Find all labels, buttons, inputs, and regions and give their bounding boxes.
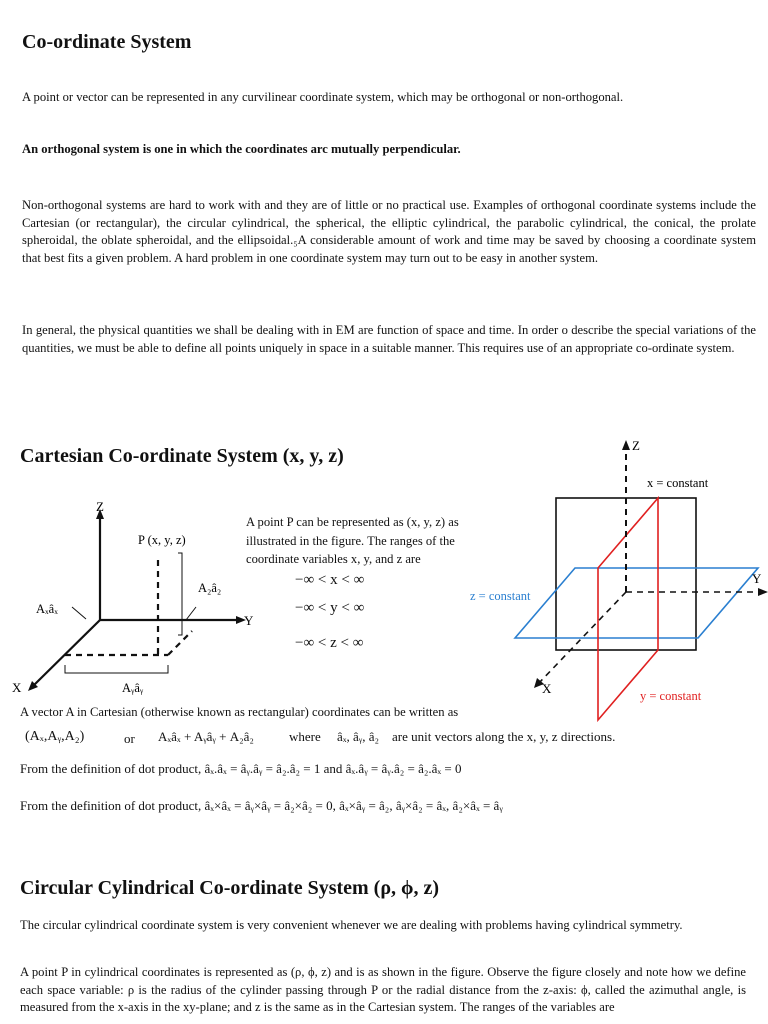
z-constant-label: z = constant [470,589,531,603]
point-label: P (x, y, z) [138,533,186,547]
y-constant-label: y = constant [640,689,702,703]
constant-planes-figure [440,430,768,730]
z-arrowhead-2 [622,440,630,450]
where-text: where [289,729,321,744]
x-axis-label-2: X [542,681,552,696]
cylindrical-paragraph-1: The circular cylindrical coordinate system is very convenient whenever we are dealing with problems having cylindrical symmetry. [20,918,683,932]
intro-paragraph-2: An orthogonal system is one in which the coordinates arc mutually perpendicular. [22,142,461,156]
x-axis [32,620,100,687]
az-label: A₂â₂ [198,581,222,595]
vector-sum: Aₓâₓ + Aᵧâᵧ + A₂â₂ [158,729,254,744]
cylindrical-paragraph-2: A point P in cylindrical coordinates is represented as (ρ, ϕ, z) and is as shown in the figure. Observe the figure closely and note how we define each space variable: ρ is the radius of the cylinder passing through P or the radial distance from the z-axis: ϕ, called the azimuthal angle, is measured from the x-axis in the xy-plane; and z is the same as in the Cartesian system. The ranges of the variables are [20,965,746,1014]
ay-label: Aᵧâᵧ [122,681,144,695]
or-text: or [124,731,135,746]
y-constant-plane [598,498,658,720]
unit-vectors-description: are unit vectors along the x, y, z directions. [392,729,616,744]
y-axis-label: Y [244,613,254,628]
range-z: −∞ < z < ∞ [295,635,364,651]
cartesian-desc-line-1: A point P can be represented as (x, y, z) as [246,515,459,529]
unit-vectors: âₓ, âᵧ, â₂ [337,729,380,744]
az-tick [186,607,196,620]
vector-intro-line: A vector A in Cartesian (otherwise known as rectangular) coordinates can be written as [20,705,459,719]
intro-paragraph-1: A point or vector can be represented in any curvilinear coordinate system, which may be orthogonal or non-orthogonal. [22,90,624,104]
z-constant-plane [515,568,758,638]
intro-paragraph-3: Non-orthogonal systems are hard to work with and they are of little or no practical use. Examples of orthogonal coordinate systems include the Cartesian (or rectangular), the circular cylindrical, the spherical, the elliptic cylindrical, the parabolic cylindrical, the conical, the prolate spheroidal, the oblate spheroidal, and the ellipsoidal.₅A considerable amount of work and time may be saved by choosing a coordinate system that best fits a given problem. A hard problem in one coordinate system may turn out to be easy in another system. [22,198,756,265]
x-constant-label: x = constant [647,476,709,490]
cartesian-point-figure [10,495,254,705]
intro-paragraph-4: In general, the physical quantities we shall be dealing with in EM are function of space and time. In order o describe the special variations of the quantities, we must be able to define all points uniquely in space in a suitable manner. This requires use of an appropriate co-ordinate system. [22,323,756,355]
cylindrical-title: Circular Cylindrical Co-ordinate System (ρ, ϕ, z) [20,877,440,899]
y-arrowhead-2 [758,588,768,596]
cross-product-line: From the definition of dot product, âₓ×âₓ = âᵧ×âᵧ = â₂×â₂ = 0, âₓ×âᵧ = â₂, âᵧ×â₂ = âₓ, â₂×âₓ = âᵧ [20,798,503,813]
y-axis-label-2: Y [752,571,762,586]
range-y: −∞ < y < ∞ [295,600,365,616]
cartesian-title: Cartesian Co-ordinate System (x, y, z) [20,445,344,467]
z-axis-label-2: Z [632,438,640,453]
ax-label: Aₓâₓ [36,602,58,616]
cartesian-desc-line-2: illustrated in the figure. The ranges of the [246,533,455,548]
dot-product-line: From the definition of dot product, âₓ.âₓ = âᵧ.âᵧ = â₂.â₂ = 1 and âₓ.âᵧ = âᵧ.â₂ = â₂.âₓ = 0 [20,761,462,776]
page-title: Co-ordinate System [22,31,192,53]
z-axis-label: Z [96,499,104,514]
x-axis-label: X [12,680,22,695]
range-x: −∞ < x < ∞ [295,572,365,588]
cartesian-desc-line-3: coordinate variables x, y, and z are [246,552,421,566]
vector-components: (Aₓ,Aᵧ,A₂) [25,729,85,744]
ax-tick [72,607,86,619]
ay-bracket [65,665,168,673]
az-bracket [178,553,182,635]
